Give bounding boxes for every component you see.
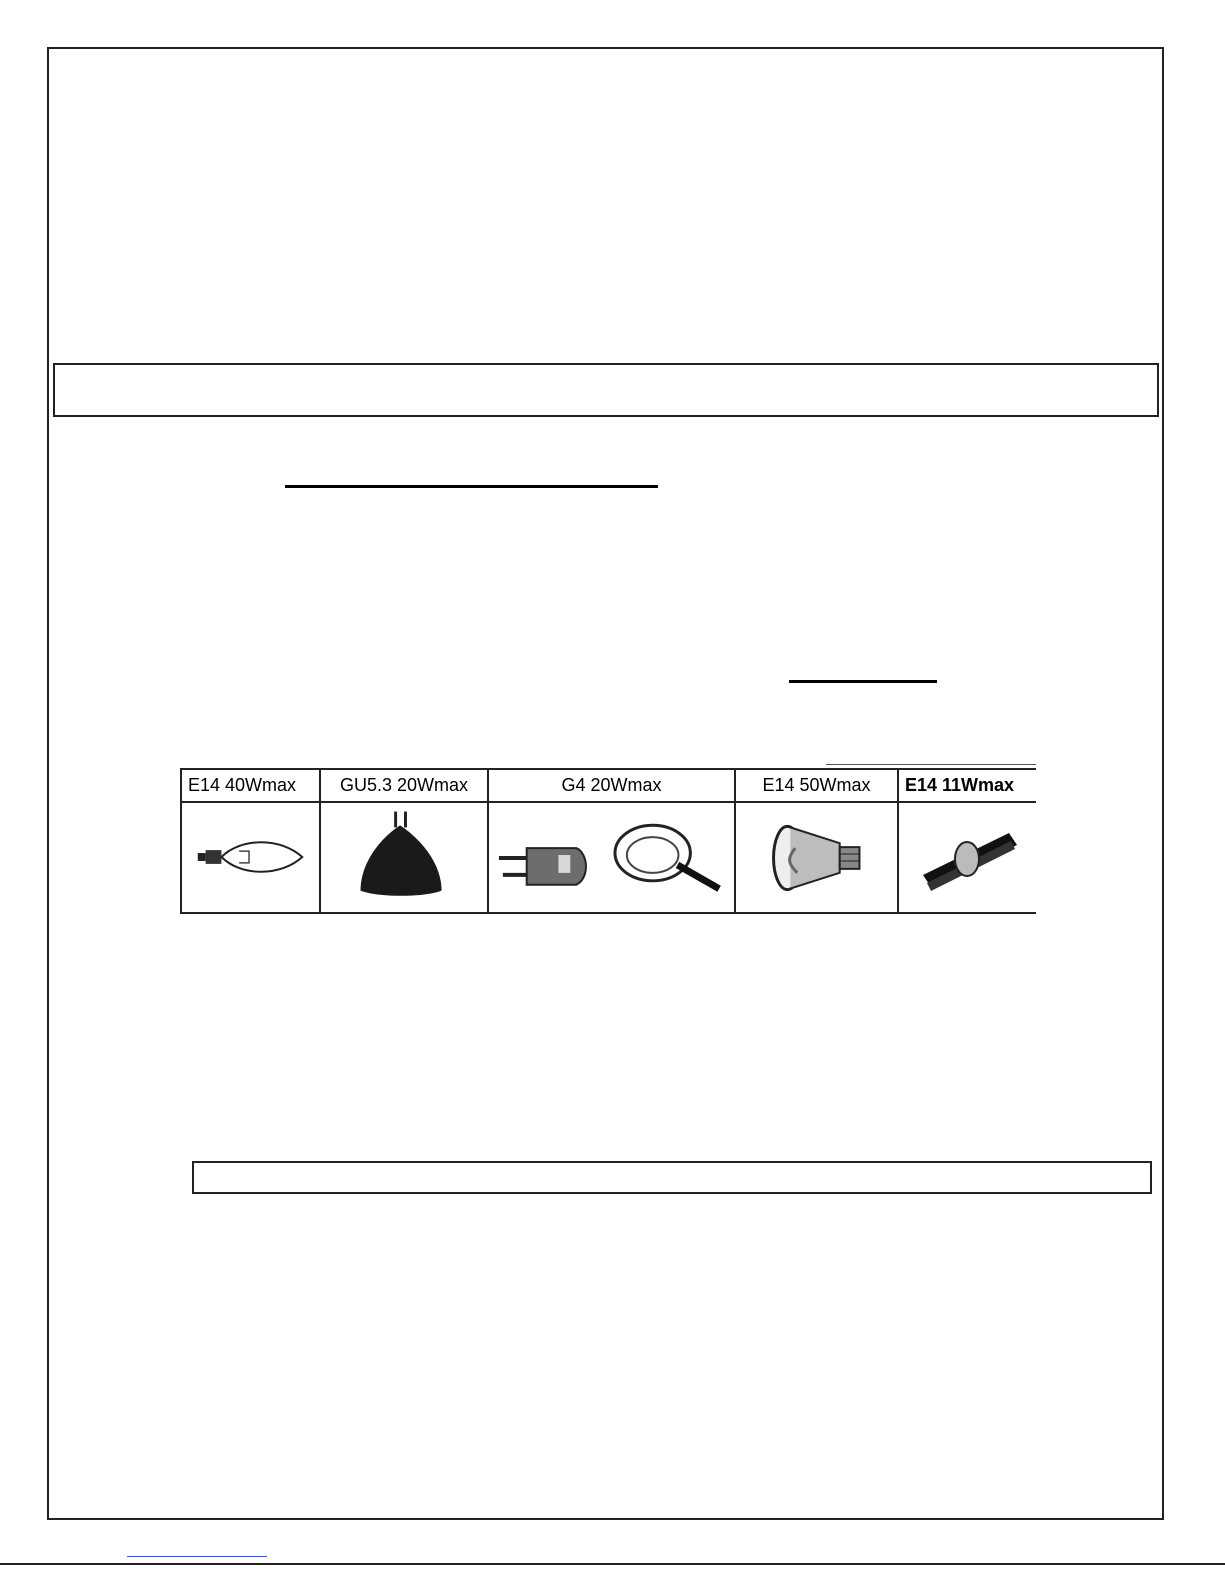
heading-underline <box>789 680 937 683</box>
bulb-types-table <box>180 768 1036 914</box>
bulb-label: G4 20Wmax <box>489 770 734 803</box>
title-underline <box>285 485 658 488</box>
bulb-label: GU5.3 20Wmax <box>321 770 487 803</box>
bulb-label: E14 40Wmax <box>182 770 319 803</box>
capsule-halogen-icon <box>489 803 734 912</box>
bulb-cell-e14-11w <box>899 770 1036 912</box>
footer-link[interactable] <box>127 1556 267 1557</box>
footer-rule <box>0 1563 1225 1565</box>
bulb-cell-gu53-20w <box>321 770 489 912</box>
bulb-cell-g4-20w <box>489 770 736 912</box>
compact-fluorescent-icon <box>899 803 1036 912</box>
bulb-cell-e14-40w <box>182 770 321 912</box>
table-top-rule <box>826 764 1036 765</box>
bulb-label: E14 50Wmax <box>736 770 897 803</box>
candle-bulb-icon <box>182 803 319 912</box>
bulb-label: E14 11Wmax <box>899 770 1036 803</box>
note-box <box>192 1161 1152 1194</box>
reflector-halogen-icon <box>321 803 487 912</box>
bulb-cell-e14-50w <box>736 770 899 912</box>
reflector-bulb-icon <box>736 803 897 912</box>
header-box <box>53 363 1159 417</box>
